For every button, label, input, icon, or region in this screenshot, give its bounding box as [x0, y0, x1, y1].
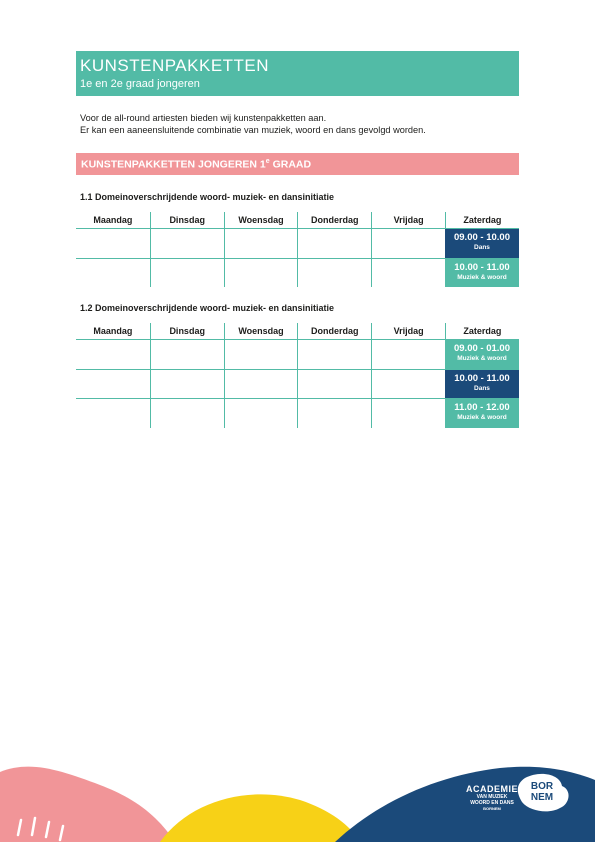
bornem-logo-line1: BOR [530, 781, 554, 792]
bornem-logo [522, 781, 562, 803]
academie-logo-line4: BORNEM [483, 806, 501, 811]
day-header: Woensdag [224, 212, 298, 228]
bornem-logo-line2: NEM [530, 792, 554, 803]
schedule-1-header-row [76, 212, 519, 228]
yellow-wave [160, 794, 360, 842]
academie-logo [462, 784, 522, 811]
day-header: Zaterdag [445, 323, 519, 339]
day-header: Maandag [93, 326, 133, 336]
slot-label: Dans [474, 384, 490, 392]
empty-cell [150, 370, 224, 399]
academie-logo-line3: WOORD EN DANS [470, 800, 514, 806]
empty-cell [297, 229, 371, 258]
table-row [76, 369, 519, 399]
academie-logo-line1: ACADEMIE [465, 784, 518, 794]
table-row [76, 398, 519, 428]
empty-cell [76, 259, 150, 288]
day-header: Zaterdag [445, 212, 519, 228]
empty-cell [150, 229, 224, 258]
schedule-2-title: 1.2 Domeinoverschrijdende woord- muziek- en dansinitiatie [80, 303, 335, 313]
slot-label: Dans [474, 244, 490, 251]
empty-cell [150, 340, 224, 369]
empty-cell [224, 370, 298, 399]
table-row [76, 258, 519, 288]
day-header: Dinsdag [150, 323, 224, 339]
day-header: Donderdag [297, 212, 371, 228]
time-slot [445, 370, 519, 399]
empty-cell [150, 259, 224, 288]
time-slot [445, 340, 519, 369]
slot-time: 10.00 - 11.00 [454, 261, 510, 273]
empty-cell [297, 399, 371, 428]
slot-time: 10.00 - 11.00 [454, 372, 510, 384]
table-row [76, 228, 519, 258]
time-slot [445, 399, 519, 428]
table-row [76, 339, 519, 369]
schedule-1-title: 1.1 Domeinoverschrijdende woord- muziek- en dansinitiatie [80, 192, 335, 202]
schedule-2-table [76, 323, 519, 428]
slot-label: Muziek & woord [457, 414, 507, 421]
slot-time: 11.00 - 12.00 [454, 402, 510, 413]
intro-line-2: Er kan een aaneensluitende combinatie van muziek, woord en dans gevolgd worden. [80, 125, 426, 135]
slot-label: Muziek & woord [457, 273, 507, 281]
slot-time: 09.00 - 01.00 [453, 343, 510, 354]
slot-label: Muziek & woord [457, 355, 507, 362]
time-slot [445, 229, 519, 258]
section-title-end: GRAAD [269, 158, 312, 171]
day-header: Woensdag [224, 323, 298, 339]
page-subtitle: 1e en 2e graad jongeren [80, 78, 200, 90]
empty-cell [150, 399, 224, 428]
empty-cell [76, 340, 150, 369]
time-slot [445, 259, 519, 288]
intro-text [80, 112, 426, 136]
empty-cell [297, 370, 371, 399]
empty-cell [224, 229, 298, 258]
empty-cell [371, 399, 445, 428]
empty-cell [297, 340, 371, 369]
intro-line-1: Voor de all-round artiesten bieden wij kunstenpakketten aan. [80, 113, 327, 123]
section-header [76, 153, 519, 175]
empty-cell [224, 340, 298, 369]
page-header [76, 51, 519, 96]
section-title-text: KUNSTENPAKKETTEN JONGEREN 1 [81, 158, 266, 171]
empty-cell [224, 399, 298, 428]
day-header: Vrijdag [371, 323, 445, 339]
slot-time: 09.00 - 10.00 [453, 232, 510, 243]
schedule-2-header-row [76, 323, 519, 339]
academie-logo-line2: VAN MUZIEK [476, 794, 508, 800]
day-header: Vrijdag [371, 212, 445, 228]
day-header: Donderdag [297, 323, 371, 339]
day-header: Dinsdag [150, 212, 224, 228]
empty-cell [76, 399, 150, 428]
pink-wave [0, 767, 175, 842]
schedule-1-table [76, 212, 519, 287]
empty-cell [224, 259, 298, 288]
day-header: Maandag [93, 215, 133, 225]
empty-cell [76, 229, 150, 258]
empty-cell [371, 259, 445, 288]
empty-cell [371, 340, 445, 369]
page-title: KUNSTENPAKKETTEN [80, 56, 270, 75]
section-title-sup: e [265, 158, 270, 165]
section-title [81, 158, 311, 171]
empty-cell [371, 229, 445, 258]
empty-cell [297, 259, 371, 288]
empty-cell [76, 370, 150, 399]
empty-cell [371, 370, 445, 399]
